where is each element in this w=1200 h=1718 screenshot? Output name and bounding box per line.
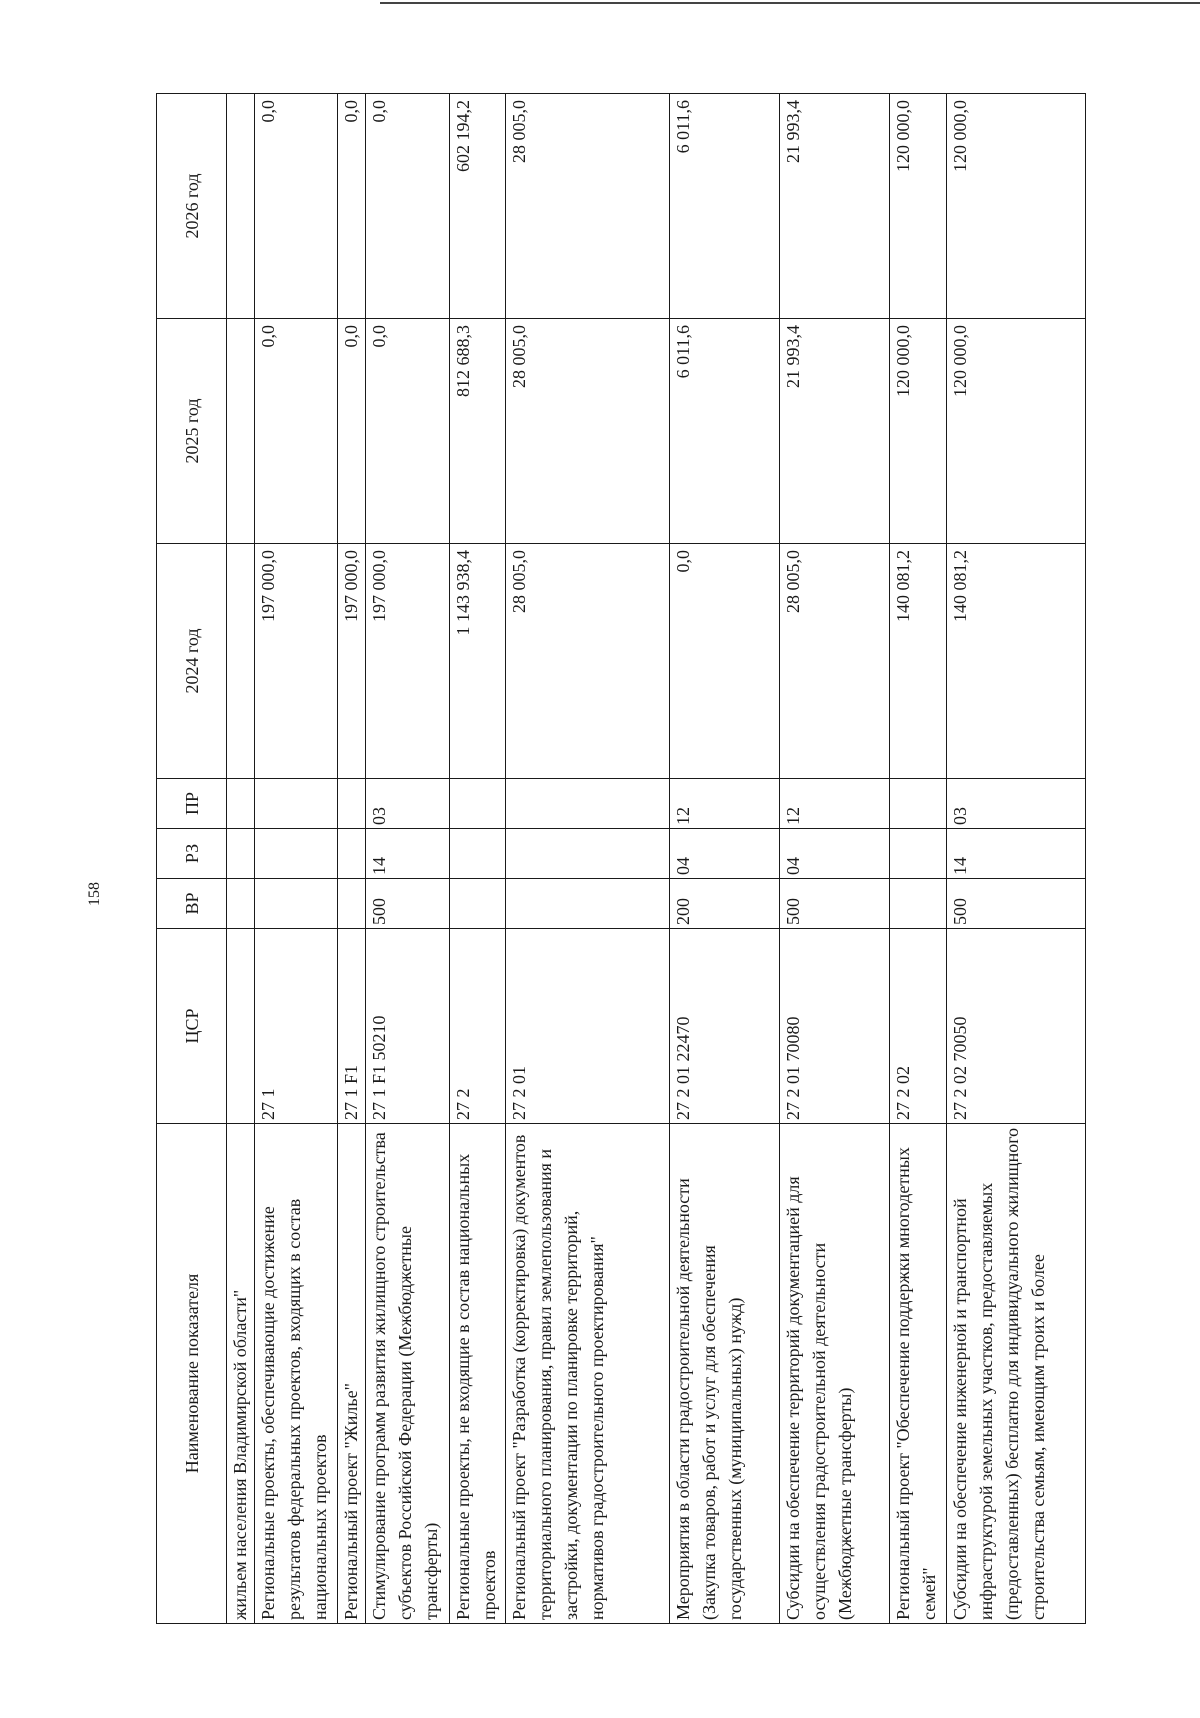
- table-cell: 27 2 02: [890, 929, 946, 1124]
- table-cell: 0,0: [255, 319, 338, 544]
- table-cell: 03: [366, 779, 449, 829]
- table-cell: 27 2 01: [505, 929, 669, 1124]
- table-cell: [505, 879, 669, 929]
- table-cell: 14: [946, 829, 1085, 879]
- table-cell: [227, 879, 255, 929]
- table-cell: жильем населения Владимирской области": [227, 1124, 255, 1624]
- table-cell: [890, 879, 946, 929]
- table-cell: [255, 879, 338, 929]
- table-cell: 27 1: [255, 929, 338, 1124]
- table-cell: 27 2 01 22470: [669, 929, 779, 1124]
- table-cell: 27 2 01 70080: [780, 929, 890, 1124]
- table-cell: Региональные проекты, не входящие в состав национальных проектов: [449, 1124, 505, 1624]
- table-cell: Региональный проект "Жилье": [338, 1124, 366, 1624]
- table-cell: 28 005,0: [505, 544, 669, 779]
- table-cell: 120 000,0: [946, 319, 1085, 544]
- table-cell: 812 688,3: [449, 319, 505, 544]
- table-cell: [227, 829, 255, 879]
- table-cell: [227, 779, 255, 829]
- table-cell: 140 081,2: [946, 544, 1085, 779]
- table-cell: 28 005,0: [505, 94, 669, 319]
- table-cell: 12: [780, 779, 890, 829]
- header-row: [157, 94, 227, 1624]
- table-cell: 27 2: [449, 929, 505, 1124]
- table-cell: [338, 829, 366, 879]
- table-cell: [255, 829, 338, 879]
- table-cell: 602 194,2: [449, 94, 505, 319]
- table-cell: 140 081,2: [890, 544, 946, 779]
- table-cell: 197 000,0: [255, 544, 338, 779]
- table-row: [338, 94, 366, 1624]
- table-cell: [890, 829, 946, 879]
- table-cell: 500: [780, 879, 890, 929]
- table-cell: 21 993,4: [780, 94, 890, 319]
- table-cell: Субсидии на обеспечение территорий документацией для осуществления градостроительной деятельности (Межбюджетные трансферты): [780, 1124, 890, 1624]
- table-cell: 0,0: [669, 544, 779, 779]
- table-row: [449, 94, 505, 1624]
- budget-table: [156, 93, 1086, 1624]
- page-number: 158: [86, 882, 103, 906]
- table-row: [505, 94, 669, 1624]
- table-cell: Региональный проект "Разработка (корректировка) документов территориального планирования, правил землепользования и застройки, документации по планировке территорий, нормативов градостроительного проектирования": [505, 1124, 669, 1624]
- table-cell: [338, 879, 366, 929]
- table-cell: 120 000,0: [890, 319, 946, 544]
- table-cell: 21 993,4: [780, 319, 890, 544]
- table-cell: 0,0: [366, 94, 449, 319]
- header-cell: 2026 год: [157, 94, 227, 319]
- table-cell: 197 000,0: [338, 544, 366, 779]
- table-cell: 28 005,0: [505, 319, 669, 544]
- table-cell: [449, 829, 505, 879]
- table-cell: 197 000,0: [366, 544, 449, 779]
- table-cell: Региональный проект "Обеспечение поддержки многодетных семей": [890, 1124, 946, 1624]
- table-cell: [505, 779, 669, 829]
- header-cell: РЗ: [157, 829, 227, 879]
- table-cell: 04: [780, 829, 890, 879]
- table-cell: [227, 929, 255, 1124]
- table-cell: 27 1 F1 50210: [366, 929, 449, 1124]
- table-cell: 27 1 F1: [338, 929, 366, 1124]
- table-cell: 500: [946, 879, 1085, 929]
- header-cell: 2025 год: [157, 319, 227, 544]
- table-cell: 120 000,0: [890, 94, 946, 319]
- header-cell: ЦСР: [157, 929, 227, 1124]
- rotated-table-container: [156, 94, 1086, 1624]
- top-rule: [380, 2, 1200, 4]
- table-cell: 6 011,6: [669, 319, 779, 544]
- table-cell: 0,0: [255, 94, 338, 319]
- table-cell: 12: [669, 779, 779, 829]
- table-row: [255, 94, 338, 1624]
- table-cell: [449, 879, 505, 929]
- table-cell: [338, 779, 366, 829]
- table-cell: 6 011,6: [669, 94, 779, 319]
- table-cell: Региональные проекты, обеспечивающие достижение результатов федеральных проектов, входящих в состав национальных проектов: [255, 1124, 338, 1624]
- table-row: [669, 94, 779, 1624]
- table-cell: Стимулирование программ развития жилищного строительства субъектов Российской Федерации (Межбюджетные трансферты): [366, 1124, 449, 1624]
- header-cell: ВР: [157, 879, 227, 929]
- header-cell: 2024 год: [157, 544, 227, 779]
- table-cell: 200: [669, 879, 779, 929]
- table-cell: 0,0: [366, 319, 449, 544]
- table-cell: [890, 779, 946, 829]
- table-cell: [449, 779, 505, 829]
- table-cell: 0,0: [338, 94, 366, 319]
- table-cell: 120 000,0: [946, 94, 1085, 319]
- table-cell: 14: [366, 829, 449, 879]
- header-cell: Наименование показателя: [157, 1124, 227, 1624]
- table-cell: [227, 544, 255, 779]
- table-cell: 03: [946, 779, 1085, 829]
- table-cell: 1 143 938,4: [449, 544, 505, 779]
- table-cell: [255, 779, 338, 829]
- table-row: [890, 94, 946, 1624]
- table-cell: [227, 94, 255, 319]
- table-cell: 0,0: [338, 319, 366, 544]
- table-cell: [227, 319, 255, 544]
- table-cell: Мероприятия в области градостроительной деятельности (Закупка товаров, работ и услуг для обеспечения государственных (муниципальных) нужд): [669, 1124, 779, 1624]
- table-row: [227, 94, 255, 1624]
- table-cell: [505, 829, 669, 879]
- table-cell: 28 005,0: [780, 544, 890, 779]
- table-row: [366, 94, 449, 1624]
- table-cell: 27 2 02 70050: [946, 929, 1085, 1124]
- table-cell: 04: [669, 829, 779, 879]
- table-cell: 500: [366, 879, 449, 929]
- header-cell: ПР: [157, 779, 227, 829]
- table-cell: Субсидии на обеспечение инженерной и транспортной инфраструктурой земельных участков, предоставляемых (предоставленных) бесплатно для индивидуального жилищного строительства семьям, имеющим троих и более: [946, 1124, 1085, 1624]
- table-row: [946, 94, 1085, 1624]
- table-row: [780, 94, 890, 1624]
